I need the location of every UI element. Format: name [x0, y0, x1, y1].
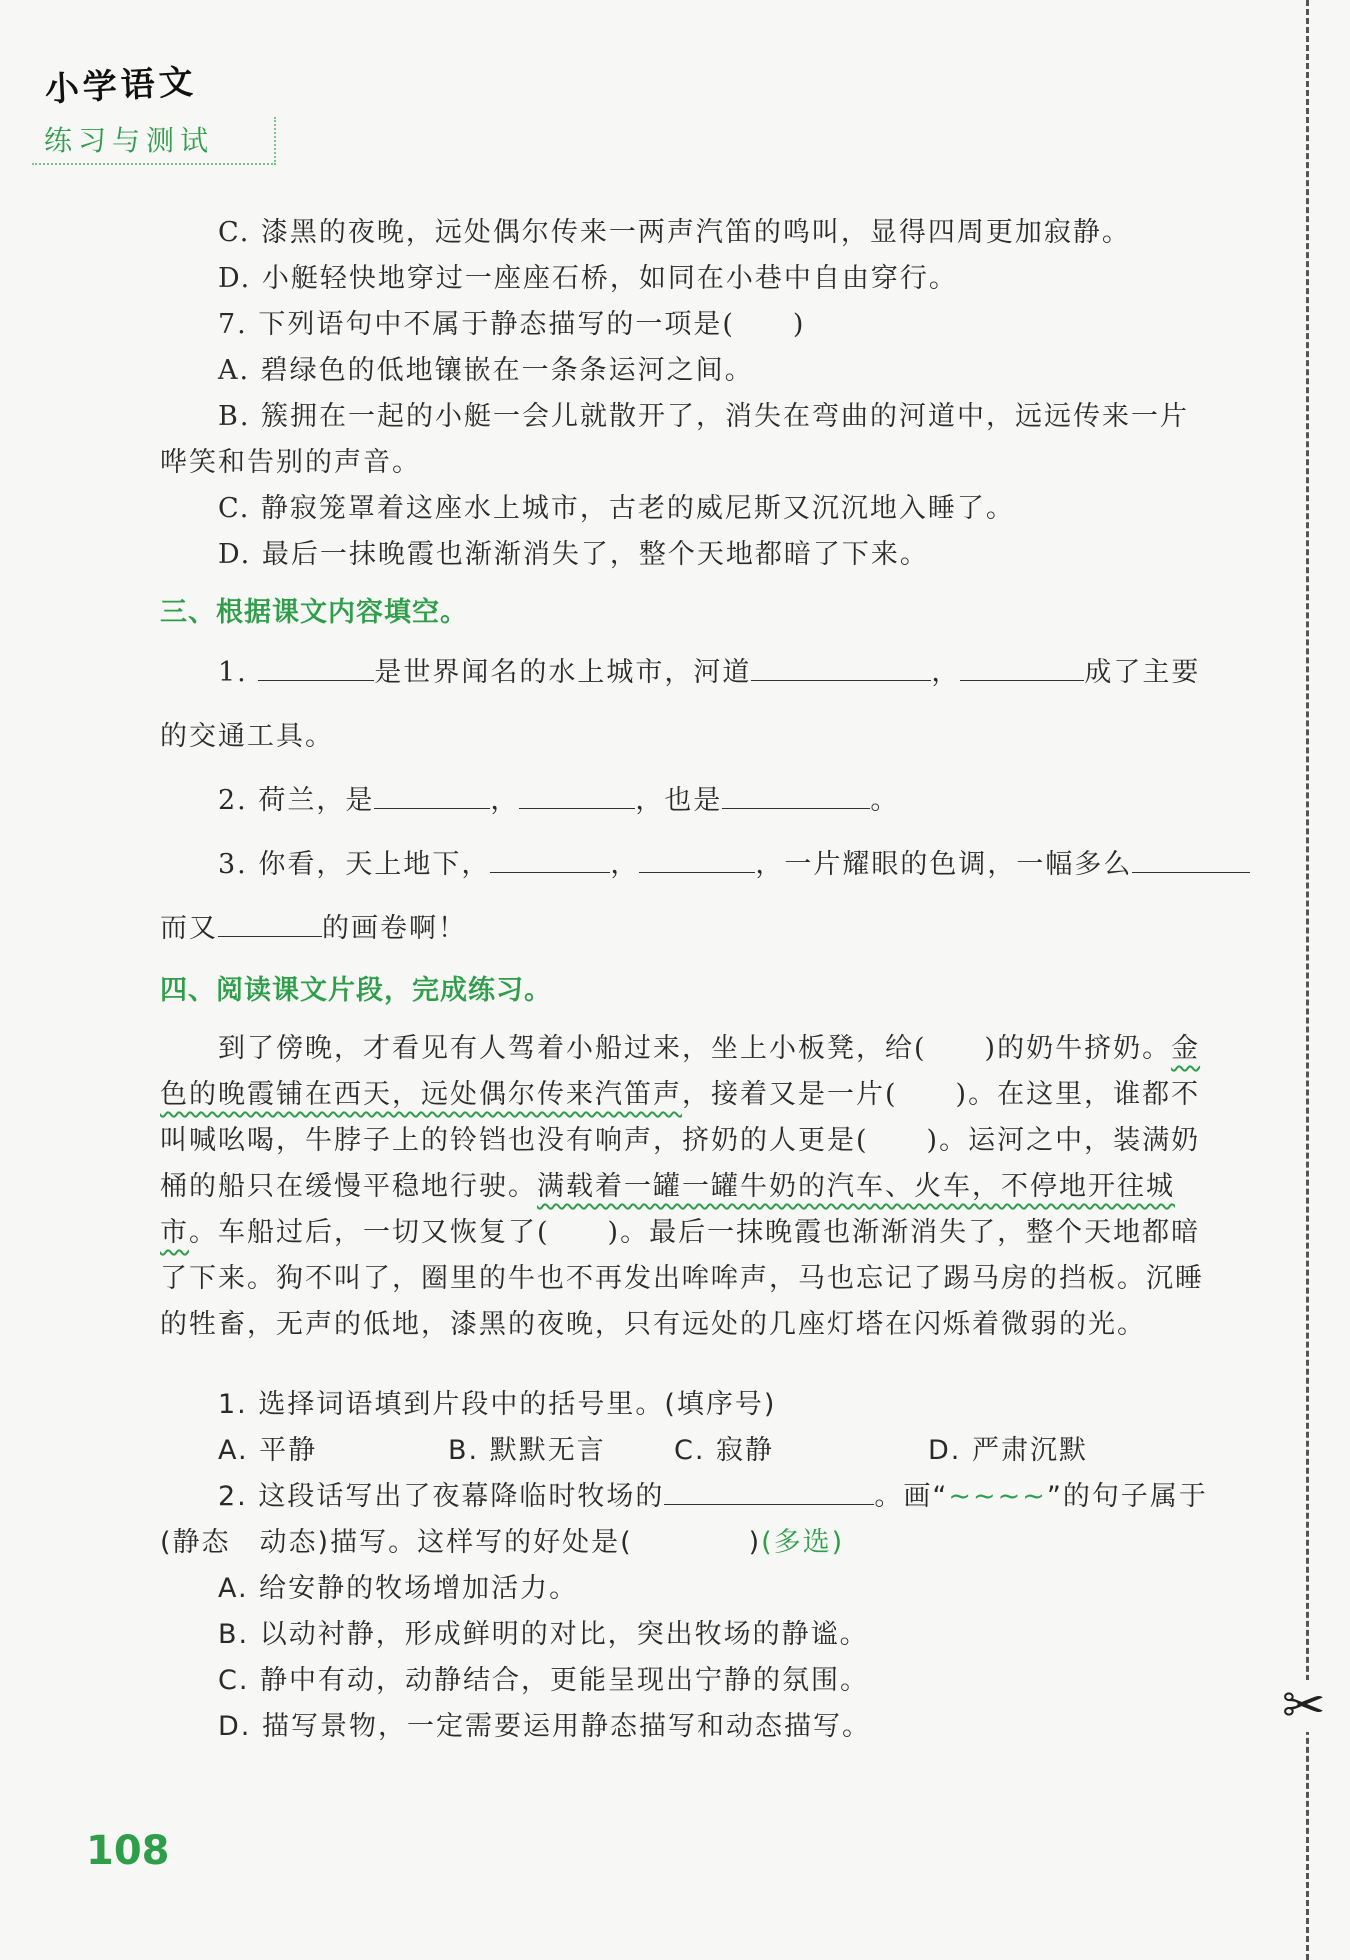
q7-option-a: A. 碧绿色的低地镶嵌在一条条运河之间。 [218, 355, 754, 386]
multi-select-note: (多选) [761, 1527, 845, 1558]
book-title: 小学语文 [43, 62, 198, 111]
q7-option-b-line2: 哗笑和告别的声音。 [160, 447, 421, 478]
rq2-option-a: A. 给安静的牧场增加活力。 [218, 1573, 579, 1604]
reading-passage [160, 1026, 1210, 1348]
section-4-title: 四、阅读课文片段，完成练习。 [160, 975, 552, 1006]
cut-line [1306, 0, 1309, 1960]
rq1-options [160, 1428, 1210, 1474]
passage-line: 叫喊吆喝，牛脖子上的铃铛也没有响声，挤奶的人更是( )。运河之中，装满奶 [160, 1125, 1201, 1156]
fill-blank[interactable] [960, 652, 1084, 681]
page-content [160, 210, 1210, 1750]
q6-option-c: C. 漆黑的夜晚，远处偶尔传来一两声汽笛的鸣叫，显得四周更加寂静。 [218, 217, 1131, 248]
passage-line: 色的晚霞铺在西天，远处偶尔传来汽笛声，接着又是一片( )。在这里，谁都不 [160, 1079, 1201, 1110]
passage-line: 到了傍晚，才看见有人驾着小船过来，坐上小板凳，给( )的奶牛挤奶。金 [218, 1033, 1201, 1064]
fill-blank[interactable] [1132, 844, 1250, 873]
fill-blank[interactable] [639, 844, 755, 873]
rq2-stem-line2: (静态 动态)描写。这样写的好处是( )(多选) [160, 1527, 845, 1558]
fill-blank[interactable] [664, 1476, 874, 1505]
q7-option-c: C. 静寂笼罩着这座水上城市，古老的威尼斯又沉沉地入睡了。 [218, 493, 1015, 524]
rq1-option-a: A. 平静 [218, 1435, 318, 1466]
fill-blank[interactable] [374, 780, 490, 809]
reading-questions [160, 1382, 1210, 1750]
fill-1-line2: 的交通工具。 [160, 721, 334, 752]
fill-blank[interactable] [490, 844, 610, 873]
book-subtitle: 练习与测试 [32, 117, 276, 165]
wavy-line-sample: ~~~~ [948, 1481, 1047, 1512]
q7-option-d: D. 最后一抹晚霞也渐渐消失了，整个天地都暗了下来。 [218, 539, 929, 570]
q7-stem: 7. 下列语句中不属于静态描写的一项是( ) [218, 309, 806, 340]
rq1-option-c: C. 寂静 [674, 1435, 775, 1466]
book-header [32, 62, 276, 165]
rq1-option-b: B. 默默无言 [448, 1435, 606, 1466]
passage-line: 市。车船过后，一切又恢复了( )。最后一抹晚霞也渐渐消失了，整个天地都暗 [160, 1217, 1201, 1248]
fill-blank[interactable] [218, 908, 322, 937]
fill-3-line1: 3. 你看，天上地下， ， ，一片耀眼的色调，一幅多么 [160, 842, 1210, 888]
fill-blank[interactable] [722, 780, 870, 809]
rq1-stem: 1. 选择词语填到片段中的括号里。(填序号) [218, 1389, 777, 1420]
rq1-option-d: D. 严肃沉默 [928, 1435, 1088, 1466]
fill-blank[interactable] [258, 652, 374, 681]
fill-3-line2: 而又 的画卷啊！ [160, 906, 1210, 952]
fill-2: 2. 荷兰，是 ， ，也是 。 [160, 778, 1210, 824]
q6-option-d: D. 小艇轻快地穿过一座座石桥，如同在小巷中自由穿行。 [218, 263, 958, 294]
page-number: 108 [86, 1828, 170, 1874]
q7-option-b-line1: B. 簇拥在一起的小艇一会儿就散开了，消失在弯曲的河道中，远远传来一片 [218, 401, 1190, 432]
rq2-option-b: B. 以动衬静，形成鲜明的对比，突出牧场的静谧。 [218, 1619, 869, 1650]
passage-line: 的牲畜，无声的低地，漆黑的夜晚，只有远处的几座灯塔在闪烁着微弱的光。 [160, 1309, 1146, 1340]
fill-blank[interactable] [751, 652, 931, 681]
scissors-icon: ✂ [1282, 1676, 1326, 1736]
fill-blank[interactable] [519, 780, 635, 809]
rq2-stem-line1: 2. 这段话写出了夜幕降临时牧场的 。画“~~~~”的句子属于 [160, 1474, 1210, 1520]
passage-line: 了下来。狗不叫了，圈里的牛也不再发出哞哞声，马也忘记了踢马房的挡板。沉睡 [160, 1263, 1204, 1294]
section-3-title: 三、根据课文内容填空。 [160, 597, 468, 628]
rq2-option-c: C. 静中有动，动静结合，更能呈现出宁静的氛围。 [218, 1665, 870, 1696]
rq2-option-d: D. 描写景物，一定需要运用静态描写和动态描写。 [218, 1711, 871, 1742]
fill-1-line1: 1. 是世界闻名的水上城市，河道 ， 成了主要 [160, 650, 1210, 696]
passage-line: 桶的船只在缓慢平稳地行驶。满载着一罐一罐牛奶的汽车、火车，不停地开往城 [160, 1171, 1175, 1202]
